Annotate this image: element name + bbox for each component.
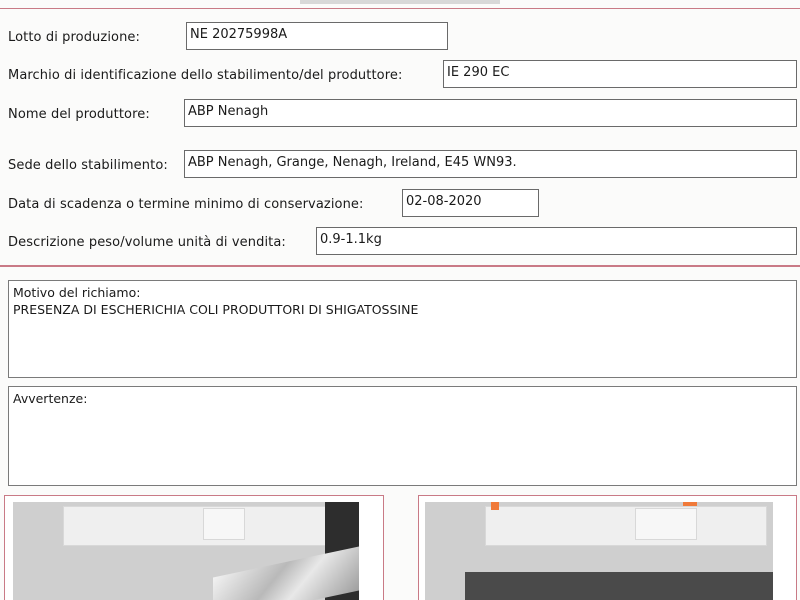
orange-mark: [491, 502, 499, 510]
product-image-right: [425, 502, 773, 600]
sede-field: ABP Nenagh, Grange, Nenagh, Ireland, E45 WN93.: [184, 150, 797, 178]
orange-mark: [683, 502, 697, 506]
avvertenze-box: [8, 386, 797, 486]
barcode-label: [635, 508, 697, 540]
barcode-label: [203, 508, 245, 540]
top-divider: [0, 8, 800, 9]
peso-label: Descrizione peso/volume unità di vendita:: [8, 235, 286, 250]
marchio-label: Marchio di identificazione dello stabilimento/del produttore:: [8, 68, 403, 83]
label-tape: [485, 506, 767, 546]
product-image-left: [13, 502, 359, 600]
scadenza-field: 02-08-2020: [402, 189, 539, 217]
motivo-text: PRESENZA DI ESCHERICHIA COLI PRODUTTORI DI SHIGATOSSINE: [13, 302, 419, 317]
dark-band: [465, 572, 773, 600]
marchio-field: IE 290 EC: [443, 60, 797, 88]
motivo-box: [8, 280, 797, 378]
nome-field: ABP Nenagh: [184, 99, 797, 127]
foil-wrap: [213, 546, 359, 600]
motivo-label: Motivo del richiamo:: [13, 285, 141, 300]
lotto-field: NE 20275998A: [186, 22, 448, 50]
lotto-label: Lotto di produzione:: [8, 30, 141, 45]
header-stub: [300, 0, 500, 4]
peso-field: 0.9-1.1kg: [316, 227, 797, 255]
nome-label: Nome del produttore:: [8, 107, 150, 122]
section-divider: [0, 265, 800, 267]
product-photo-right: [418, 495, 797, 600]
scadenza-label: Data di scadenza o termine minimo di conservazione:: [8, 197, 364, 212]
avvertenze-label: Avvertenze:: [13, 391, 88, 406]
product-photo-left: [4, 495, 384, 600]
sede-label: Sede dello stabilimento:: [8, 158, 168, 173]
